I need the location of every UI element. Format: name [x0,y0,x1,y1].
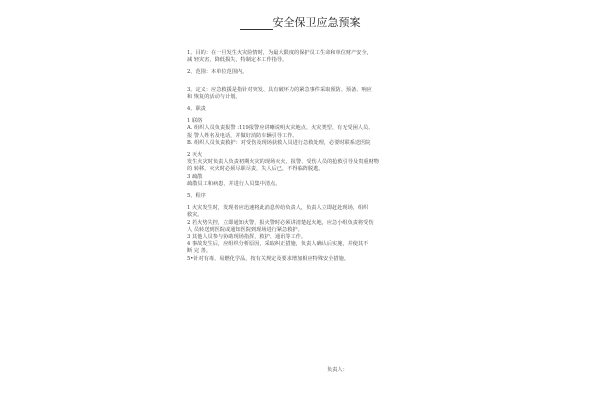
procedure-line-5: 3 其他人员参与协助现场指挥，救护、通讯等工作。 [187,234,307,241]
duties-1-heading: 1 联络 [187,118,203,125]
title-blank: ______ [239,16,273,29]
procedure-heading: 5、程序 [187,193,206,200]
purpose-line-2: 减 轻灾害，降低损失，特制定本工作指导。 [187,57,288,64]
purpose-line-1: 1、目的：在一旦发生火灾险情时，为最大限度的保护员工生命和单位财产安全， [187,50,372,56]
duties-1-line-a2: 报 警人姓名及电话，并做好消防车辆引导工作。 [187,132,298,139]
document-title [0,14,600,30]
duties-2-line-1: 发生火灾时负责人负责初期火灾的现场灭火、报警、受伤人员的抢救引导及贵重财物 [187,159,379,166]
procedure-line-4: 人 员转送到医院或通知医院到现场进行紧急救护。 [187,226,303,233]
definition-line-2: 和 恢复的活动与计划。 [187,93,241,100]
procedure-line-7: 断 完 善。 [187,248,212,255]
title-text: 安全保卫应急预案 [272,16,361,29]
duties-2-line-2: 的 转移。灭火时必须尽职尽责，失人后已，不得临阵脱逃。 [187,166,324,173]
procedure-line-8: 5•针对有毒、易燃化学品，按有关规定及要求增加相应特殊安全措施。 [187,255,349,262]
duties-3-heading: 3 疏散 [187,173,203,180]
duties-3-line: 疏散员工和病患，并进行人员集中清点。 [187,180,281,187]
procedure-line-2: 救灾。 [187,212,203,219]
scope-line: 2、范围：本单位范围内。 [187,69,248,76]
duties-2-heading: 2 灭火 [187,152,203,159]
procedure-line-3: 2 若火势失控，立即通知火警，报火警时必须讲清楚起火地，应急小组负责将受伤 [187,219,374,226]
duties-heading: 4、职责 [187,106,206,113]
document-body [187,50,417,263]
procedure-line-6: 4 事故发生后，应组织分析原因，采取纠正措施，负责人确认后实施，并使其不 [187,241,369,248]
procedure-line-1: 1 火灾发生时，发现者应迅速将此消息传给负责人，负责人立即赶赴现场，组织 [187,205,369,212]
definition-line-1: 3、定义：应急救援是指针对突发、具有破坏力的紧急事件采取预防、预备、响应 [187,86,372,93]
signature-label: 负责人： [327,367,348,373]
duties-1-line-a1: A. 组织人员负责报警 :119报警应讲晰说明火灾地点、火灾类型、有无受困人员、 [187,125,374,132]
duties-1-line-b: B. 组织人员负责救护：对受伤及现场获救人员进行急救处理，必要时联系送医院 [187,139,371,146]
